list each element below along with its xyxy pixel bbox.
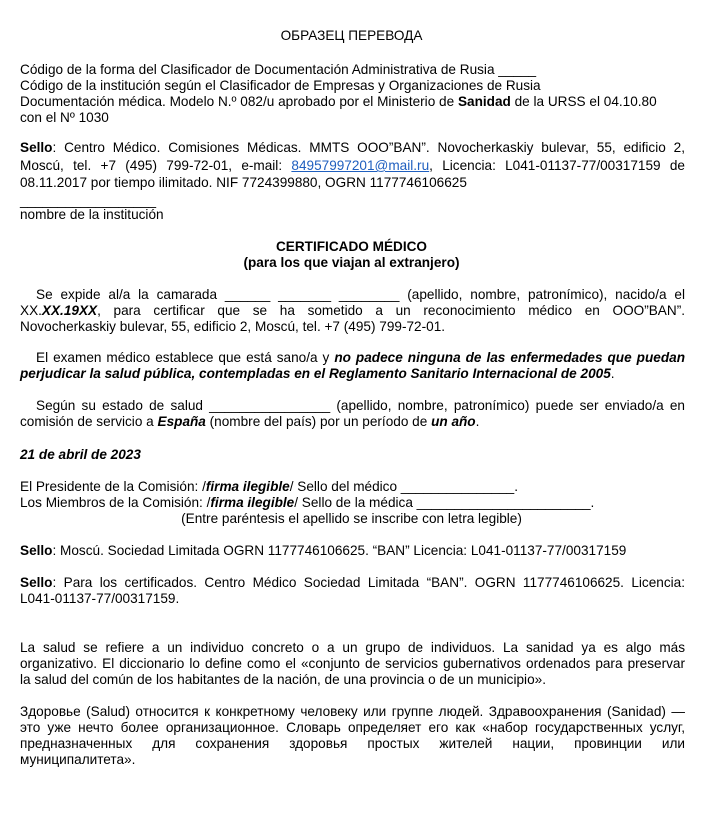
note-es-line-3: la salud del común de los habitantes de la nación, de una provincia o de un municipio». bbox=[20, 672, 546, 687]
institution-name-label: nombre de la institución bbox=[20, 207, 164, 222]
email-link[interactable]: 84957997201@mail.ru bbox=[291, 158, 430, 173]
certificate-subtitle: (para los que viajan al extranjero) bbox=[243, 255, 460, 270]
paragraph-1-line-1: Se expide al/a la camarada ______ _______ ________ (apellido, nombre, patronímico), nacido/a el bbox=[36, 287, 685, 302]
form-code-line: Código de la forma del Clasificador de Documentación Administrativa de Rusia _____ bbox=[20, 62, 537, 77]
issue-date: 21 de abril de 2023 bbox=[20, 447, 141, 462]
paragraph-1-line-3: Novocherkaskiy bulevar, 55, edificio 2, Moscú, tel. +7 (495) 799-72-01. bbox=[20, 319, 446, 334]
institution-code-line: Código de la institución según el Clasificador de Empresas y Organizaciones de Rusia bbox=[20, 78, 541, 93]
note-ru-line-4: муниципалитета». bbox=[20, 752, 136, 767]
seal-certificates-line-1: Sello: Para los certificados. Centro Médico Sociedad Limitada “BAN”. OGRN 1177746106625. Licencia: bbox=[20, 575, 685, 590]
legible-surname-note: (Entre paréntesis el apellido se inscribe con letra legible) bbox=[181, 511, 522, 526]
paragraph-3-line-2: comisión de servicio a España (nombre del país) por un período de un año. bbox=[20, 414, 480, 429]
seal-line-1: Sello: Centro Médico. Comisiones Médicas. MMTS OOO”BAN”. Novocherkaskiy bulevar, 55, edificio 2, bbox=[20, 140, 685, 155]
note-es-line-2: organizativo. El diccionario lo define como el «conjunto de servicios gubernativos ordenados para preservar bbox=[20, 656, 685, 671]
note-es-line-1: La salud se refiere a un individuo concreto o a un grupo de individuos. La sanidad ya es algo más bbox=[20, 640, 685, 655]
certificate-title: CERTIFICADO MÉDICO bbox=[275, 239, 428, 254]
seal-line-2: Moscú, tel. +7 (495) 799-72-01, e-mail: 84957997201@mail.ru, Licencia: L041-01137-77/00317159 de bbox=[20, 158, 685, 173]
seal-moscow-line: Sello: Moscú. Sociedad Limitada OGRN 1177746106625. “BAN” Licencia: L041-01137-77/00317159 bbox=[20, 543, 627, 558]
commission-members-line: Los Miembros de la Comisión: /firma ilegible/ Sello de la médica _______________________. bbox=[20, 495, 595, 510]
note-ru-line-3: предназначенных для сохранения здоровья простых жителей нации, провинции или bbox=[20, 736, 685, 751]
institution-name-blank: __________________ bbox=[20, 193, 157, 208]
paragraph-2-line-2: perjudicar la salud pública, contempladas en el Reglamento Sanitario Internacional de 2005. bbox=[20, 366, 615, 381]
paragraph-2-line-1: El examen médico establece que está sano/a y no padece ninguna de las enfermedades que puedan bbox=[36, 350, 685, 365]
commission-president-line: El Presidente de la Comisión: /firma ilegible/ Sello del médico _______________. bbox=[20, 479, 518, 494]
paragraph-3-line-1: Según su estado de salud ________________ (apellido, nombre, patronímico) puede ser enviado/a en bbox=[36, 398, 685, 413]
note-ru-line-1: Здоровье (Salud) относится к конкретному человеку или группе людей. Здравоохранения (Sanidad) — bbox=[20, 704, 685, 719]
paragraph-1-line-2: XX.XX.19XX, para certificar que se ha sometido a un reconocimiento médico en OOO”BAN”. bbox=[20, 303, 685, 318]
seal-certificates-line-2: L041-01137-77/00317159. bbox=[20, 591, 180, 606]
note-ru-line-2: это уже нечто более организационное. Словарь определяет его как «набор государственных услуг, bbox=[20, 720, 685, 735]
medical-documentation-line: Documentación médica. Modelo N.º 082/u aprobado por el Ministerio de Sanidad de la URSS el 04.10.80 bbox=[20, 94, 657, 109]
order-number-line: con el Nº 1030 bbox=[20, 110, 109, 125]
seal-line-3: 08.11.2017 por tiempo ilimitado. NIF 7724399880, OGRN 1177746106625 bbox=[20, 175, 467, 190]
header-title: ОБРАЗЕЦ ПЕРЕВОДА bbox=[280, 28, 423, 43]
